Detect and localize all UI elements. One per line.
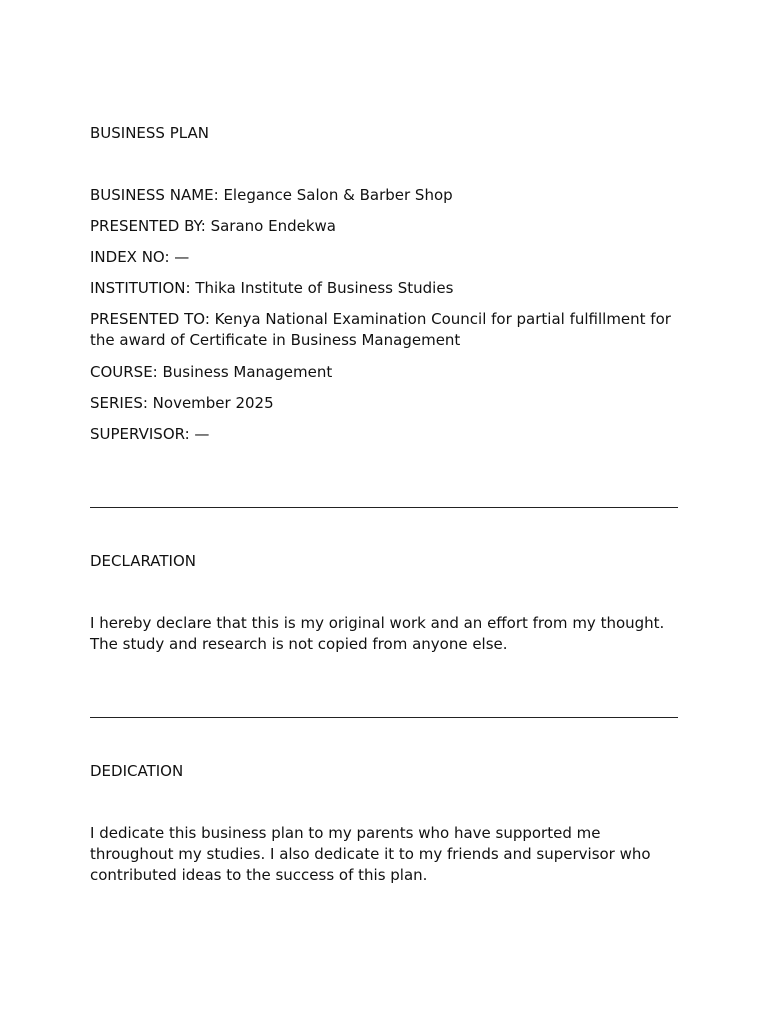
dedication-body: I dedicate this business plan to my parents who have supported me throughout my studies. I also dedicate it to my friends and supervisor who contributed ideas to the success of this plan. xyxy=(90,824,651,884)
course: COURSE: Business Management xyxy=(90,363,333,381)
series: SERIES: November 2025 xyxy=(90,394,274,412)
declaration-body: I hereby declare that this is my original work and an effort from my thought. The study and research is not copied from anyone else. xyxy=(90,614,665,653)
document-title: BUSINESS PLAN xyxy=(90,124,209,142)
institution: INSTITUTION: Thika Institute of Business Studies xyxy=(90,279,454,297)
section-divider xyxy=(90,717,678,718)
supervisor: SUPERVISOR: — xyxy=(90,425,210,443)
dedication-heading: DEDICATION xyxy=(90,762,184,780)
presented-to: PRESENTED TO: Kenya National Examination Council for partial fulfillment for the award of Certificate in Business Management xyxy=(90,310,671,349)
presented-by: PRESENTED BY: Sarano Endekwa xyxy=(90,217,336,235)
index-number: INDEX NO: — xyxy=(90,248,190,266)
section-divider xyxy=(90,507,678,508)
declaration-heading: DECLARATION xyxy=(90,552,196,570)
business-name: BUSINESS NAME: Elegance Salon & Barber Shop xyxy=(90,186,453,204)
